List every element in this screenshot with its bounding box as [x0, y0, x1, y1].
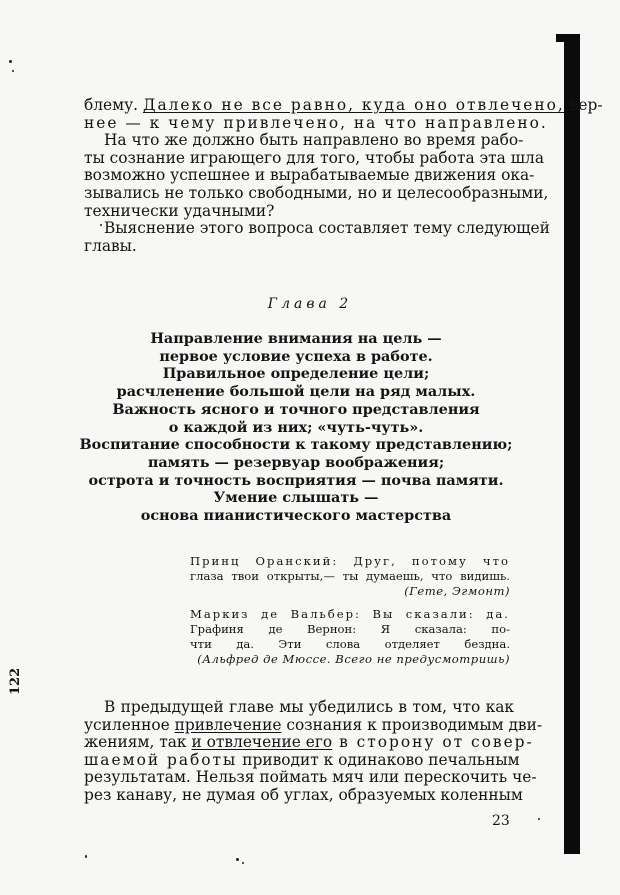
body-text: и отвлечение его	[191, 733, 333, 752]
epigraph-quote1-line2: глаза твои открыты,— ты думаешь, что видишь.	[190, 569, 510, 583]
top-text: нее — к чему привлечено, на что направлено.	[84, 113, 548, 132]
body-line	[84, 699, 514, 717]
chapter-heading-line: расчленение большой цели на ряд малых.	[116, 383, 476, 401]
body-text: жениям, так	[84, 733, 192, 752]
top-line	[84, 238, 514, 256]
body-text: рез канаву, не думая об углах, образуемых коленным	[84, 785, 523, 804]
epigraph-quote2-line1: Маркиз де Вальбер: Вы сказали: да.	[190, 607, 510, 621]
chapter-heading-line: Важность ясного и точного представления	[112, 400, 480, 418]
chapter-heading-line: первое условие успеха в работе.	[159, 347, 433, 365]
top-text: зывались не только свободными, но и целесообразными,	[84, 183, 549, 202]
body-text: усиленное	[84, 715, 175, 734]
page-edge-shadow	[564, 34, 580, 854]
chapter-heading-line: основа пианистического мастерства	[140, 507, 452, 525]
chapter-heading-line: Направление внимания на цель —	[150, 330, 442, 347]
top-line	[84, 219, 550, 238]
top-line	[84, 96, 603, 115]
print-speck	[9, 60, 12, 63]
print-speck	[100, 224, 102, 226]
body-text: В предыдущей главе мы убедились в том, что как	[104, 698, 514, 716]
epigraph-quote1-line1: Принц Оранский: Друг, потому что	[190, 554, 510, 568]
top-text: вер-	[564, 96, 603, 114]
body-line	[84, 768, 537, 787]
print-speck	[85, 855, 87, 858]
chapter-heading-line: острота и точность восприятия — почва памяти.	[88, 471, 504, 489]
top-line	[84, 148, 544, 168]
top-text: технически удачными?	[84, 201, 275, 220]
top-line	[84, 131, 524, 150]
epigraph-quote2-line3: чти да. Эти слова отделяет бездна.	[190, 637, 510, 651]
top-text: На что же должно быть направлено во время рабо-	[104, 131, 524, 150]
epigraph-source1: (Гете, Эгмонт)	[404, 584, 510, 598]
top-line	[84, 183, 549, 203]
epigraph-quote2-line2: Графиня де Вернон: Я сказала: по-	[190, 622, 510, 636]
print-speck	[242, 862, 244, 864]
chapter-heading-line: память — резервуар воображения;	[147, 453, 445, 471]
top-text: ты сознание играющего для того, чтобы работа эта шла	[84, 148, 544, 167]
page-number: 23	[492, 813, 510, 829]
body-line	[84, 750, 520, 770]
top-line	[84, 166, 535, 185]
chapter-label: Глава 2	[267, 296, 353, 312]
top-text: Далеко не все равно, куда оно отвлечено,	[142, 96, 565, 114]
body-text: результатам. Нельзя поймать мяч или перескочить че-	[84, 768, 537, 787]
print-speck	[12, 70, 14, 72]
chapter-heading-line: Воспитание способности к такому представлению;	[79, 436, 513, 454]
body-text: в сторону от совер-	[332, 733, 534, 752]
body-text: привлечение	[174, 715, 282, 734]
body-line	[84, 715, 543, 735]
epigraph	[190, 554, 510, 667]
body-paragraph	[84, 698, 543, 805]
body-text: сознания к производимым дви-	[281, 715, 543, 734]
top-line	[84, 113, 548, 133]
top-text: главы.	[84, 236, 137, 255]
body-line	[84, 733, 534, 752]
epigraph-source2: (Альфред де Мюссе. Всего не предусмотришь)	[197, 652, 510, 666]
chapter-heading	[76, 330, 516, 525]
print-speck	[236, 858, 239, 861]
top-text: Выяснение этого вопроса составляет тему следующей	[104, 219, 550, 238]
side-page-number: 122	[8, 667, 23, 695]
body-line	[84, 785, 523, 805]
top-text: возможно успешнее и вырабатываемые движения ока-	[84, 166, 535, 185]
print-speck	[538, 818, 540, 820]
top-paragraphs	[84, 96, 603, 255]
chapter-heading-line: о каждой из них; «чуть-чуть».	[168, 418, 424, 436]
body-text: приводит к одинаково печальным	[237, 750, 520, 769]
chapter-heading-line: Правильное определение цели;	[162, 365, 430, 383]
chapter-heading-line: Умение слышать —	[213, 489, 379, 507]
top-text: блему.	[84, 96, 143, 114]
top-line	[84, 203, 514, 221]
body-text: шаемой работы	[84, 750, 238, 769]
